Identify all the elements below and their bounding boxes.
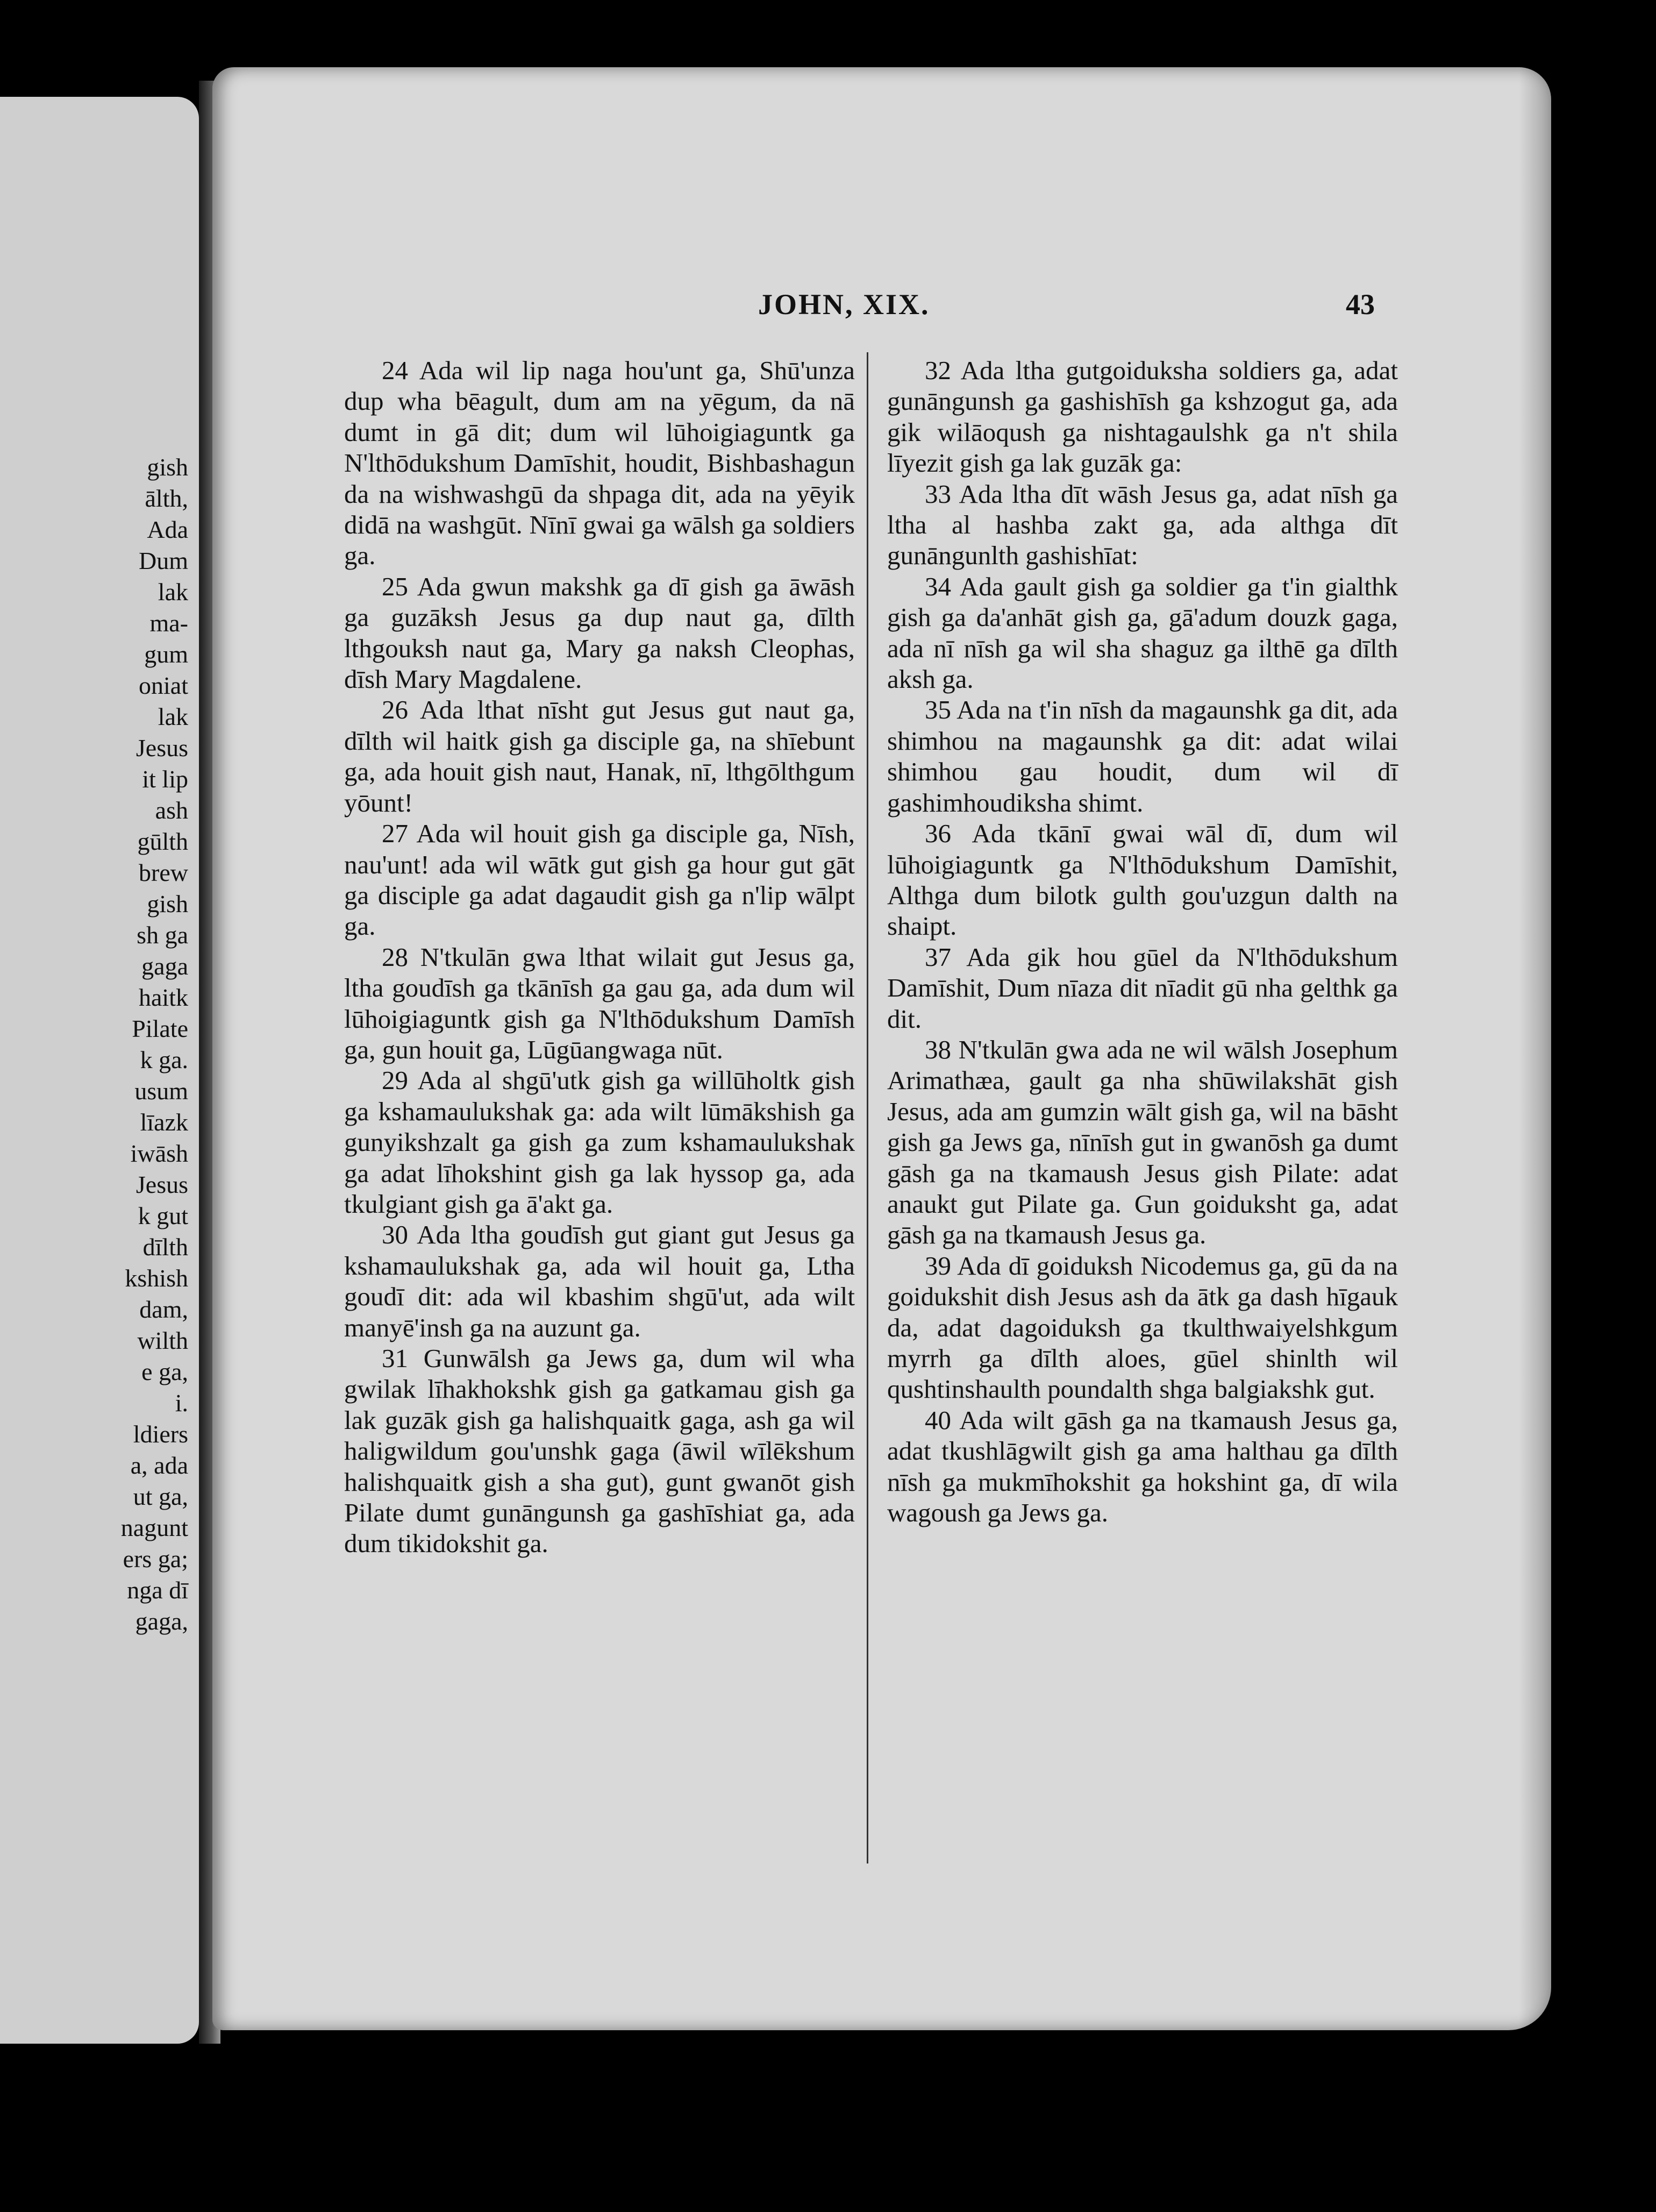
right-text-column [887,355,1398,1528]
facing-page-line: iwāsh [130,1140,188,1167]
facing-page-line: oniat [139,672,188,699]
left-text-column [344,355,855,1559]
verse-36: 36 Ada tkānī gwai wāl dī, dum wil lūhoigiaguntk ga N'lthōdukshum Damīshit, Althga dum bilotk gulth gou'uzgun dalth na shaipt. [887,819,1398,941]
facing-page-line: Jesus [135,1171,188,1198]
verse-39: 39 Ada dī goiduksh Nicodemus ga, gū da na goidukshit dish Jesus ash da ātk ga dash hīgauk da, adat dagoiduksh ga tkulthwaiyelshkgum myrrh ga dīlth aloes, gūel shinlth wil qushtinshaulth poundalth shga balgiakshk gut. [887,1250,1398,1404]
facing-page-line: nga dī [127,1576,188,1604]
facing-page-line: haitk [139,984,188,1011]
facing-page-line: ash [155,796,188,824]
verse-29: 29 Ada al shgū'utk gish ga willūholtk gish ga kshamaulukshak ga: ada wilt lūmākshish ga gunyikshzalt ga gish ga zum kshamaulukshak ga adat līhokshint gish ga lak hyssop ga, ada tkulgiant gish ga ā'akt ga. [344,1065,855,1219]
facing-page-line: kshish [125,1264,188,1292]
facing-page-line: wilth [137,1327,188,1354]
facing-page-line: gish [147,453,188,481]
facing-page-line: Pilate [132,1015,188,1042]
column-divider [867,352,868,1864]
page-number: 43 [1346,288,1375,321]
page-edge-shadow [1519,67,1551,2030]
facing-page-line: k gut [138,1202,188,1229]
verse-38: 38 N'tkulān gwa ada ne wil wālsh Josephum Arimathæa, gault ga nha shūwilakshāt gish Jesus, ada am gumzin wālt gish ga, wil na bāsht gish ga Jews ga, nīnīsh gut in gwanōsh ga dumt gāsh ga na tkamaush Jesus gish Pilate: adat anaukt gut Pilate ga. Gun goiduksht ga, adat gāsh ga na tkamaush Jesus ga. [887,1034,1398,1250]
verse-27: 27 Ada wil houit gish ga disciple ga, Nīsh, nau'unt! ada wil wātk gut gish ga hour gut gāt ga disciple ga adat dagaudit gish ga n'lip wālpt ga. [344,819,855,941]
facing-page-line: a, ada [130,1452,188,1479]
verse-40: 40 Ada wilt gāsh ga na tkamaush Jesus ga, adat tkushlāgwilt gish ga ama halthau ga dīlth nīsh ga mukmīhokshit ga hokshint ga, dī wila wagoush ga Jews ga. [887,1405,1398,1528]
verse-25: 25 Ada gwun makshk ga dī gish ga āwāsh ga guzāksh Jesus ga dup naut ga, dīlth lthgouksh naut ga, Mary ga naksh Cleophas, dīsh Mary Magdalene. [344,571,855,694]
facing-page-line: k ga. [140,1046,188,1073]
facing-page-line: gūlth [137,828,188,855]
facing-page-line: lak [158,703,188,730]
running-head [212,282,1551,336]
verse-37: 37 Ada gik hou gūel da N'lthōdukshum Damīshit, Dum nīaza dit nīadit gū nha gelthk ga dit. [887,942,1398,1034]
facing-page-line: gaga [141,952,188,980]
facing-page-line: ers ga; [123,1545,188,1573]
facing-page-line: Jesus [135,734,188,762]
facing-page-line: ldiers [133,1420,188,1448]
facing-page-line: līazk [140,1108,188,1136]
facing-page-line: it lip [142,765,188,793]
facing-page-line: e ga, [141,1358,188,1385]
verse-35: 35 Ada na t'in nīsh da magaunshk ga dit, ada shimhou na magaunshk ga dit: adat wilai shimhou gau houdit, dum wil dī gashimhoudiksha shimt. [887,695,1398,817]
facing-page-line: gaga, [135,1608,188,1635]
facing-page-line: brew [139,859,188,886]
verse-33: 33 Ada ltha dīt wāsh Jesus ga, adat nīsh ga ltha al hashba zakt ga, ada althga dīt gunāngunlth gashishīat: [887,479,1398,571]
facing-page-line: sh ga [137,921,188,949]
facing-page-text [121,452,188,1637]
running-head-title: JOHN, XIX. [758,288,930,321]
facing-page-line: lak [158,578,188,606]
verse-26: 26 Ada lthat nīsht gut Jesus gut naut ga, dīlth wil haitk gish ga disciple ga, na shīebunt ga, ada houit gish naut, Hanak, nī, lthgōlthgum yōunt! [344,695,855,817]
book-page [212,67,1551,2030]
facing-page-line: gum [144,641,188,668]
facing-page-line: nagunt [120,1514,188,1541]
facing-page-line: dam, [139,1296,188,1323]
verse-24: 24 Ada wil lip naga hou'unt ga, Shū'unza dup wha bēagult, dum am na yēgum, da nā dumt in gā dit; dum wil lūhoigiaguntk ga N'lthōdukshum Damīshit, houdit, Bishbashagun da na wishwashgū da shpaga dit, ada na yēyik didā na washgūt. Nīnī gwai ga wālsh ga soldiers ga. [344,355,855,571]
facing-page-line: dīlth [142,1233,188,1261]
facing-page-line: Ada [147,516,188,543]
verse-31: 31 Gunwālsh ga Jews ga, dum wil wha gwilak līhakhokshk gish ga gatkamau gish ga lak guzāk gish ga halishquaitk gaga, ash ga wil haligwildum gou'unshk gaga (āwil wīlēkshum halishquaitk gish a sha gut), gunt gwanōt gish Pilate dumt gunāngunsh ga gashīshiat ga, ada dum tikidokshit ga. [344,1343,855,1559]
verse-34: 34 Ada gault gish ga soldier ga t'in gialthk gish ga da'anhāt gish ga, gā'adum douzk gaga, ada nī nīsh ga wil sha shaguz ga ilthē ga dīlth aksh ga. [887,571,1398,694]
verse-28: 28 N'tkulān gwa lthat wilait gut Jesus ga, ltha goudīsh ga tkānīsh ga gau ga, ada dum wil lūhoigiaguntk gish ga N'lthōdukshum Damīsh ga, gun houit ga, Lūgūangwaga nūt. [344,942,855,1064]
facing-page-line: i. [175,1389,188,1417]
facing-page-fragment [0,97,199,2044]
verse-30: 30 Ada ltha goudīsh gut giant gut Jesus ga kshamaulukshak ga, ada wil houit ga, Ltha goudī dit: ada wil kbashim shgū'ut, ada wilt manyē'insh ga na auzunt ga. [344,1220,855,1342]
facing-page-line: gish [147,890,188,917]
facing-page-line: usum [134,1077,188,1105]
facing-page-line: ma- [149,609,188,637]
facing-page-line: ālth, [145,485,188,512]
facing-page-line: Dum [139,547,188,574]
facing-page-line: ut ga, [133,1483,188,1510]
verse-32: 32 Ada ltha gutgoiduksha soldiers ga, adat gunāngunsh ga gashishīsh ga kshzogut ga, ada gik wilāoqush ga nishtagaulshk ga n't shila līyezit gish ga lak guzāk ga: [887,355,1398,478]
